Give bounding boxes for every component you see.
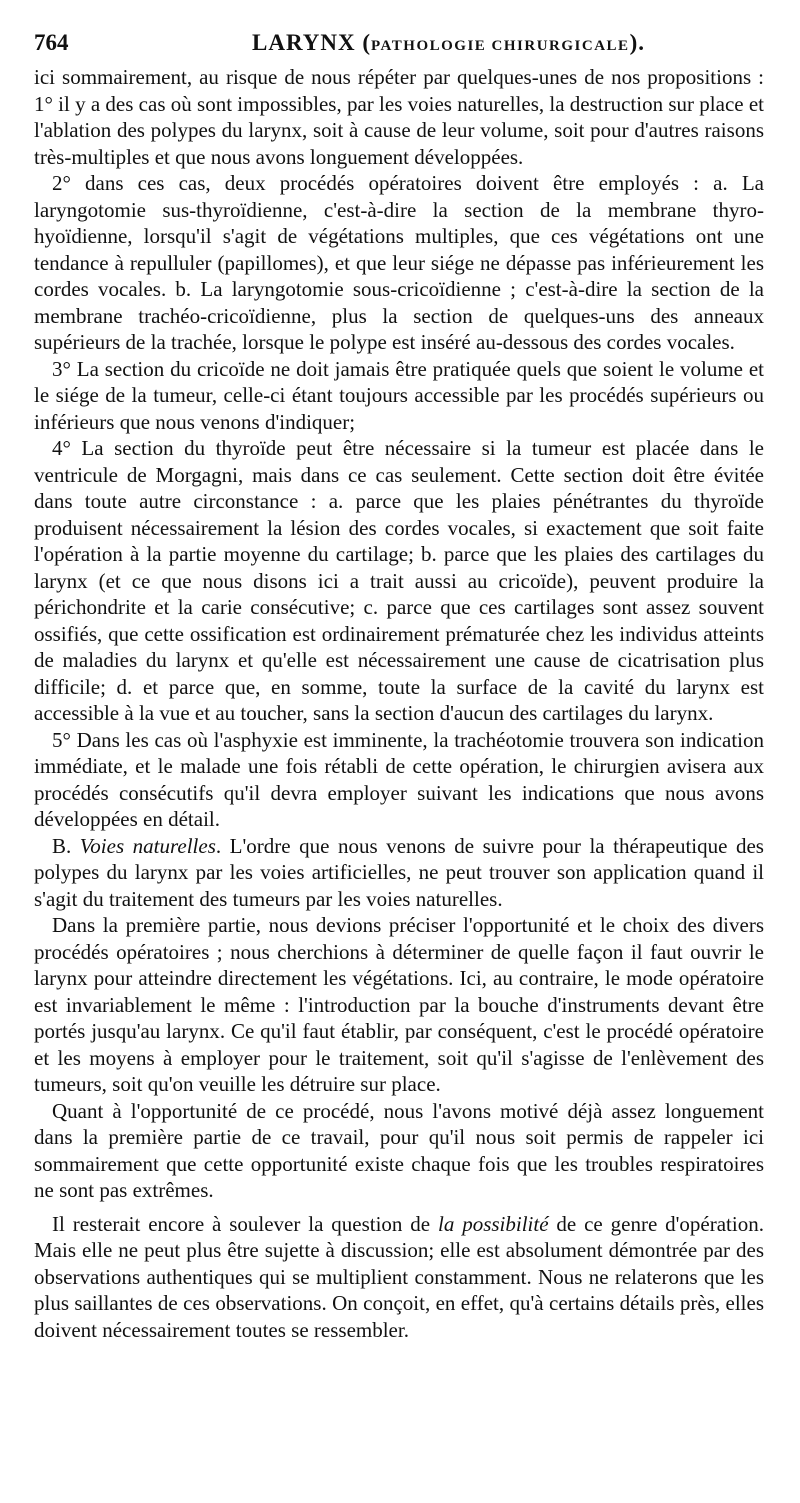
- paragraph-voies-naturelles: [34, 833, 764, 913]
- running-title-subtitle: PATHOLOGIE CHIRURGICALE: [371, 38, 630, 54]
- running-title-end: ).: [629, 30, 645, 55]
- body-text: [34, 64, 764, 1343]
- paragraph-possibilite: [34, 1211, 764, 1344]
- page-number: 764: [34, 30, 69, 55]
- paragraph-text-start: Il resterait encore à soulever la question de: [52, 1211, 438, 1236]
- running-header: [34, 30, 784, 60]
- paragraph-point-2: 2° dans ces cas, deux procédés opératoires doivent être employés : a. La laryngotomie sus-thyroïdienne, c'est-à-dire la section de la membrane thyro-hyoïdienne, lorsqu'il s'agit de végétations multiples, que ces végétations ont une tendance à repulluler (papillomes), et que leur siége ne dépasse pas inférieurement les cordes vocales. b. La laryngotomie sous-cricoïdienne ; c'est-à-dire la section de la membrane trachéo-cricoïdienne, plus la section de quelques-uns des anneaux supérieurs de la trachée, lorsque le polype est inséré au-dessous des cordes vocales.: [34, 171, 764, 354]
- paragraph-point-4: 4° La section du thyroïde peut être nécessaire si la tumeur est placée dans le ventricule de Morgagni, mais dans ce cas seulement. Cette section doit être évitée dans toute autre circonstance : a. parce que les plaies pénétrantes du thyroïde produisent nécessairement la lésion des cordes vocales, si exactement que soit faite l'opération à la partie moyenne du cartilage; b. parce que les plaies des cartilages du larynx (et ce que nous disons ici a trait aussi au cricoïde), peuvent produire la périchondrite et la carie consécutive; c. parce que ces cartilages sont assez souvent ossifiés, que cette ossification est ordinairement prématurée chez les individus atteints de maladies du larynx et qu'elle est nécessairement une cause de cicatrisation plus difficile; d. et parce que, en somme, toute la surface de la cavité du larynx est accessible à la vue et au toucher, sans la section d'aucun des cartilages du larynx.: [34, 436, 764, 725]
- paragraph-point-3: 3° La section du cricoïde ne doit jamais être pratiquée quels que soient le volume et le siége de la tumeur, celle-ci étant toujours accessible par les procédés supérieurs ou inférieurs que nous venons d'indiquer;: [34, 356, 764, 434]
- running-title: [252, 30, 645, 56]
- paragraph-premiere-partie: Dans la première partie, nous devions préciser l'opportunité et le choix des divers procédés opératoires ; nous cherchions à déterminer de quelle façon il faut ouvrir le larynx pour atteindre directement les végétations. Ici, au contraire, le mode opératoire est invariablement le même : l'introduction par la bouche d'instruments devant être portés jusqu'au larynx. Ce qu'il faut établir, par conséquent, c'est le procédé opératoire et les moyens à employer pour le traitement, soit qu'il s'agisse de l'enlèvement des tumeurs, soit qu'on veuille les détruire sur place.: [34, 913, 764, 1096]
- paragraph-opportunite: Quant à l'opportunité de ce procédé, nous l'avons motivé déjà assez longuement dans la première partie de ce travail, pour qu'il nous soit permis de rappeler ici sommairement que cette opportunité existe chaque fois que les troubles respiratoires ne sont pas extrêmes.: [34, 1098, 764, 1202]
- italic-phrase: la possibilité: [438, 1211, 549, 1236]
- running-title-main: LARYNX (: [252, 30, 371, 55]
- paragraph-point-5: 5° Dans les cas où l'asphyxie est imminente, la trachéotomie trouvera son indication immédiate, et le malade une fois rétabli de cette opération, le chirurgien avisera aux procédés consécutifs qu'il devra employer suivant les indications que nous avons développées en détail.: [34, 727, 764, 831]
- section-label: B.: [52, 833, 80, 858]
- paragraph-text-end: de ce genre d'opération. Mais elle ne peut plus être sujette à discussion; elle est absolument démontrée par des observations authentiques qui se multiplient constamment. Nous ne relaterons que les plus saillantes de ces observations. On conçoit, en effet, qu'à certains détails près, elles doivent nécessairement toutes se ressembler.: [34, 1211, 764, 1342]
- section-heading: Voies naturelles: [79, 833, 216, 858]
- paragraph-continuation: ici sommairement, au risque de nous répéter par quelques-unes de nos propositions : 1° il y a des cas où sont impossibles, par les voies naturelles, la destruction sur place et l'ablation des polypes du larynx, soit à cause de leur volume, soit pour d'autres raisons très-multiples et que nous avons longuement développées.: [34, 65, 764, 169]
- section-text: . L'ordre que nous venons de suivre pour la thérapeutique des polypes du larynx par les voies artificielles, ne peut trouver son application quand il s'agit du traitement des tumeurs par les voies naturelles.: [34, 833, 764, 911]
